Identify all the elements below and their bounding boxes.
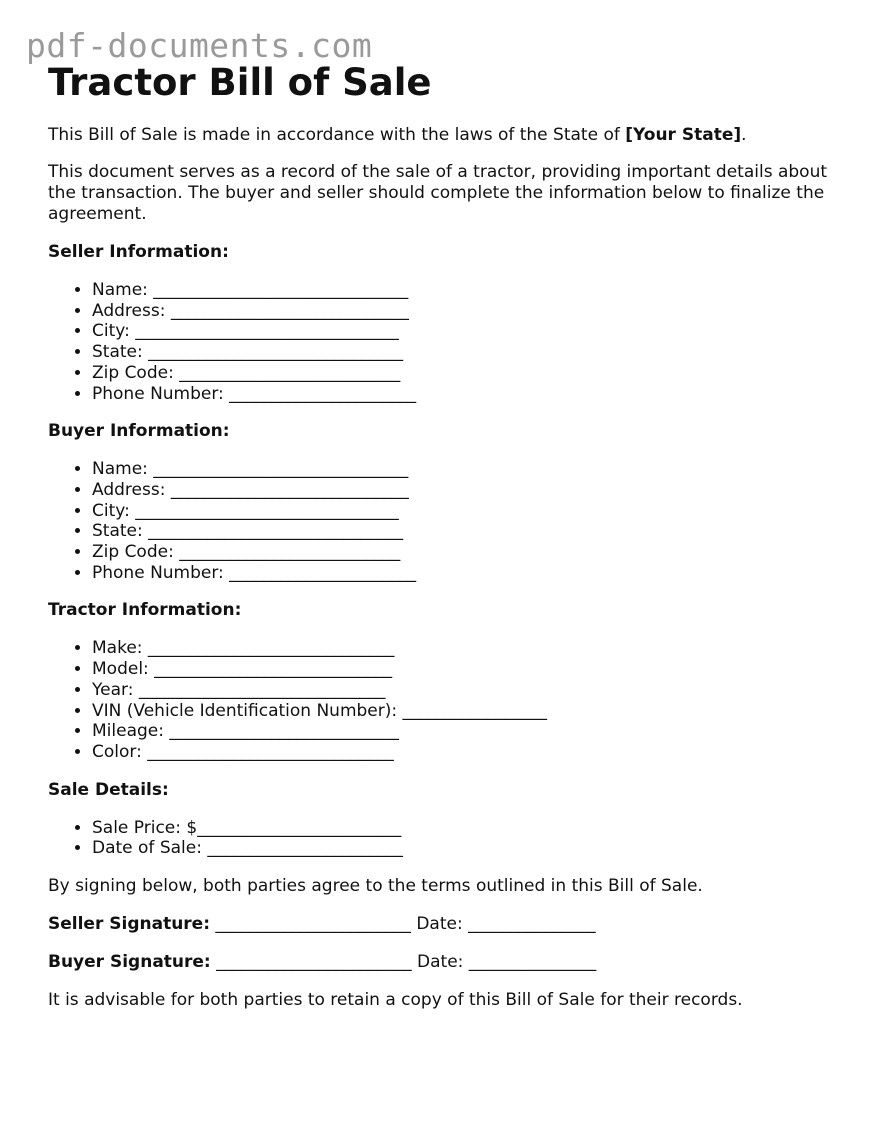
state-clause (48, 125, 838, 146)
description-paragraph: This document serves as a record of the sale of a tractor, providing important details about the transaction. The buyer and seller should complete the information below to finalize the agreement. (48, 162, 828, 224)
sale-field-list (48, 818, 838, 859)
watermark: pdf-documents.com (26, 26, 373, 65)
tractor-make-field[interactable]: • Make: _____________________________ (92, 638, 838, 659)
buyer-phone-field[interactable]: • Phone Number: ______________________ (92, 563, 838, 584)
buyer-city-field[interactable]: • City: _______________________________ (92, 501, 838, 522)
tractor-vin-field[interactable]: • VIN (Vehicle Identification Number): _________________ (92, 701, 838, 722)
state-clause-prefix: This Bill of Sale is made in accordance with the laws of the State of (48, 125, 626, 145)
seller-heading: Seller Information: (48, 242, 229, 262)
tractor-model-field[interactable]: • Model: ____________________________ (92, 659, 838, 680)
seller-signature-label: Seller Signature: (48, 914, 211, 935)
seller-name-field[interactable]: • Name: ______________________________ (92, 280, 838, 301)
footer-paragraph: It is advisable for both parties to retain a copy of this Bill of Sale for their records. (48, 990, 743, 1011)
buyer-signature-line[interactable] (48, 952, 838, 973)
state-placeholder: [Your State] (625, 125, 742, 145)
buyer-signature-label: Buyer Signature: (48, 952, 211, 973)
state-clause-suffix: . (741, 125, 747, 145)
agreement-paragraph: By signing below, both parties agree to the terms outlined in this Bill of Sale. (48, 876, 703, 897)
seller-phone-field[interactable]: • Phone Number: ______________________ (92, 384, 838, 405)
buyer-state-field[interactable]: • State: ______________________________ (92, 521, 838, 542)
buyer-zip-field[interactable]: • Zip Code: __________________________ (92, 542, 838, 563)
tractor-mileage-field[interactable]: • Mileage: ___________________________ (92, 721, 838, 742)
seller-signature-line[interactable] (48, 914, 838, 935)
buyer-name-field[interactable]: • Name: ______________________________ (92, 459, 838, 480)
seller-signature-blank[interactable]: _______________________ Date: _______________ (210, 914, 596, 935)
tractor-color-field[interactable]: • Color: _____________________________ (92, 742, 838, 763)
seller-address-field[interactable]: • Address: ____________________________ (92, 301, 838, 322)
sale-date-field[interactable]: • Date of Sale: _______________________ (92, 838, 838, 859)
buyer-signature-blank[interactable]: _______________________ Date: _______________ (210, 952, 597, 973)
page-title: Tractor Bill of Sale (48, 61, 432, 104)
sale-price-field[interactable]: • Sale Price: $________________________ (92, 818, 838, 839)
seller-zip-field[interactable]: • Zip Code: __________________________ (92, 363, 838, 384)
seller-city-field[interactable]: • City: _______________________________ (92, 321, 838, 342)
tractor-field-list (48, 638, 838, 762)
document-body (48, 58, 838, 1011)
tractor-year-field[interactable]: • Year: _____________________________ (92, 680, 838, 701)
seller-field-list (48, 280, 838, 404)
tractor-heading: Tractor Information: (48, 600, 242, 621)
sale-heading: Sale Details: (48, 779, 169, 800)
seller-state-field[interactable]: • State: ______________________________ (92, 342, 838, 363)
buyer-address-field[interactable]: • Address: ____________________________ (92, 480, 838, 501)
buyer-field-list (48, 459, 838, 583)
buyer-heading: Buyer Information: (48, 421, 230, 442)
